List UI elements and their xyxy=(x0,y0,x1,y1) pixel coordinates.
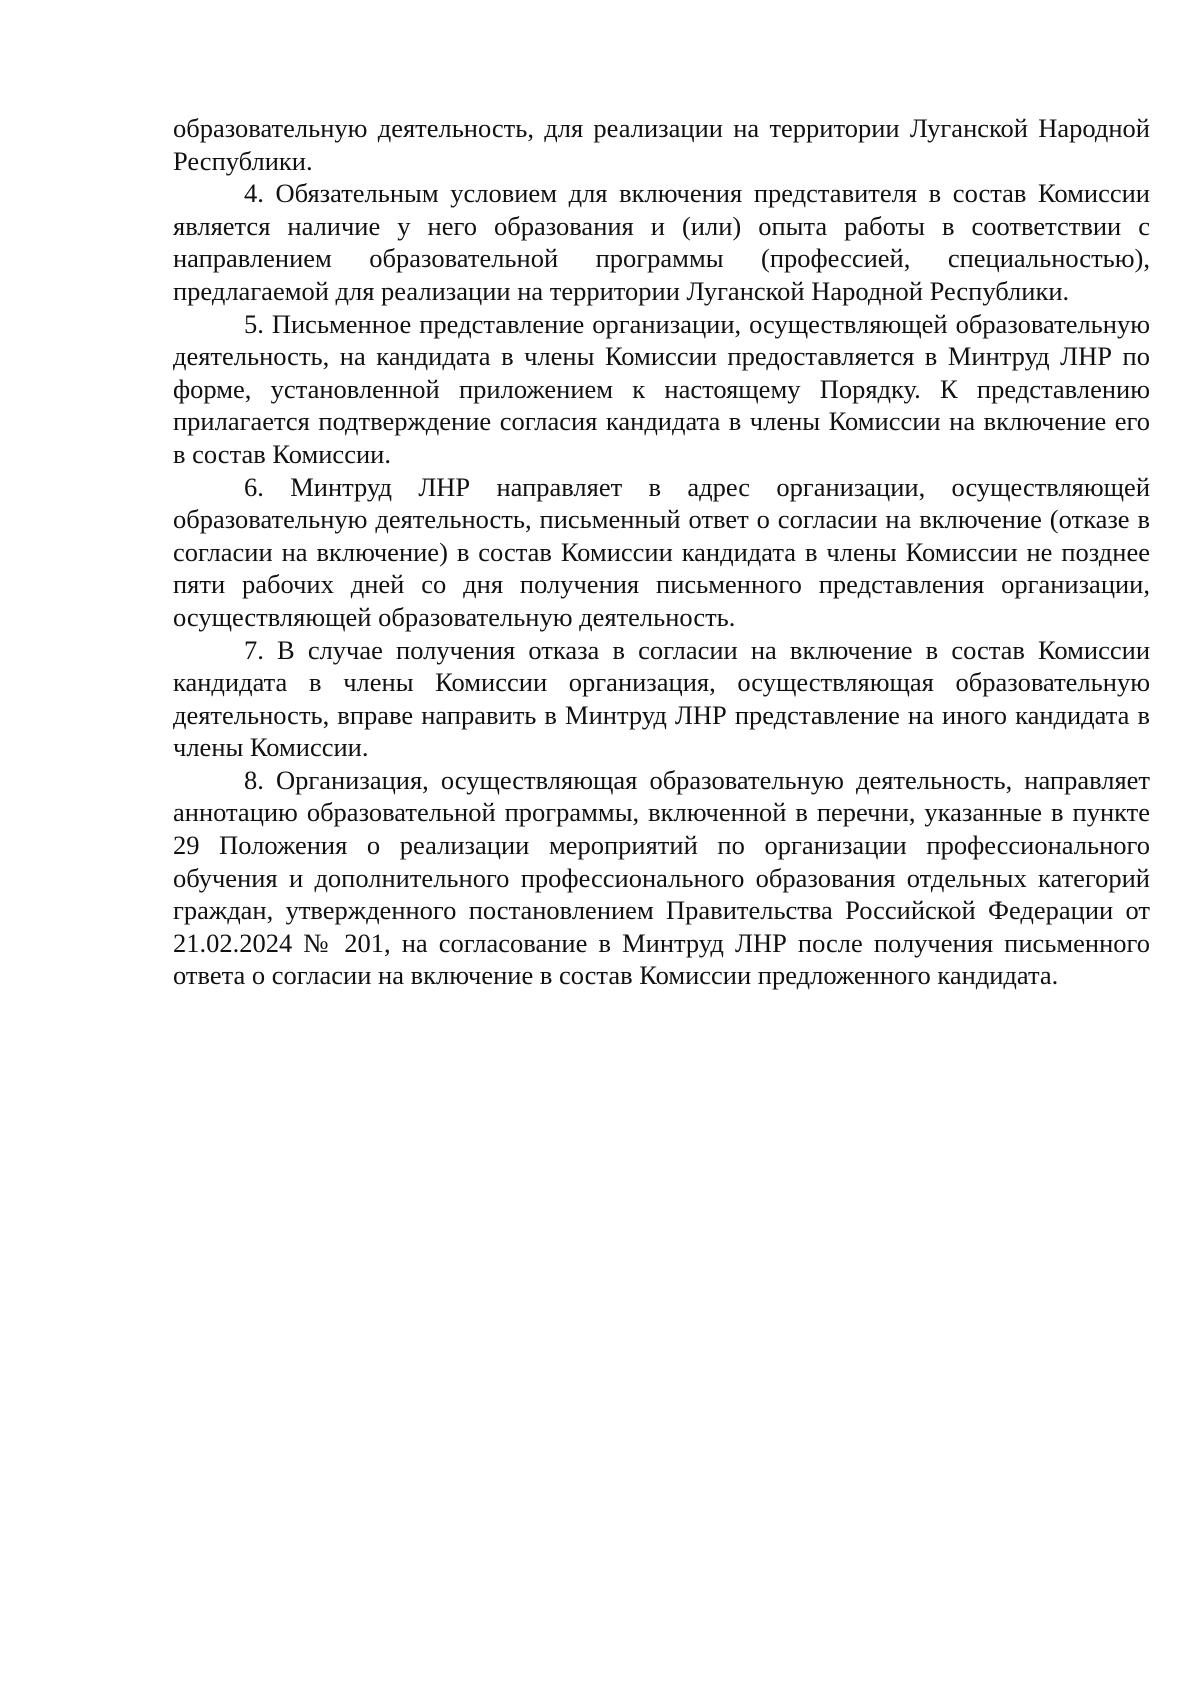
item-number: 7. xyxy=(244,634,264,665)
item-text: В случае получения отказа в согласии на включение в состав Комиссии кандидата в члены Комиссии организация, осуществляющая образовательную деятельность, вправе направить в Минтруд ЛНР представление на иного кандидата в члены Комиссии. xyxy=(173,634,1150,763)
document-body xyxy=(173,112,1150,992)
item-number: 5. xyxy=(244,308,264,339)
paragraph-item-5 xyxy=(173,308,1150,471)
item-number: 4. xyxy=(244,178,264,209)
item-number: 6. xyxy=(244,471,264,502)
paragraph-item-8 xyxy=(173,764,1150,992)
continuation-paragraph: образовательную деятельность, для реализации на территории Луганской Народной Республики. xyxy=(173,113,1150,176)
item-text: Минтруд ЛНР направляет в адрес организации, осуществляющей образовательную деятельность, письменный ответ о согласии на включение (отказе в согласии на включение) в состав Комиссии кандидата в члены Комиссии не позднее пяти рабочих дней со дня получения письменного представления организации, осуществляющей образовательную деятельность. xyxy=(173,471,1151,632)
item-text: Организация, осуществляющая образовательную деятельность, направляет аннотацию образовательной программы, включенной в перечни, указанные в пункте 29 Положения о реализации мероприятий по организации профессионального обучения и дополнительного профессионального образования отдельных категорий граждан, утвержденного постановлением Правительства Российской Федерации от 21.02.2024 № 201, на согласование в Минтруд ЛНР после получения письменного ответа о согласии на включение в состав Комиссии предложенного кандидата. xyxy=(173,764,1150,991)
item-text: Письменное представление организации, осуществляющей образовательную деятельность, на кандидата в члены Комиссии предоставляется в Минтруд ЛНР по форме, установленной приложением к настоящему Порядку. К представлению прилагается подтверждение согласия кандидата в члены Комиссии на включение его в состав Комиссии. xyxy=(173,308,1150,469)
item-number: 8. xyxy=(244,764,264,795)
item-text: Обязательным условием для включения представителя в состав Комиссии является наличие у него образования и (или) опыта работы в соответствии с направлением образовательной программы (профессией, специальностью), предлагаемой для реализации на территории Луганской Народной Республики. xyxy=(173,178,1150,306)
paragraph-item-7 xyxy=(173,634,1150,764)
paragraph-item-6 xyxy=(173,471,1150,634)
paragraph-item-4 xyxy=(173,177,1150,307)
